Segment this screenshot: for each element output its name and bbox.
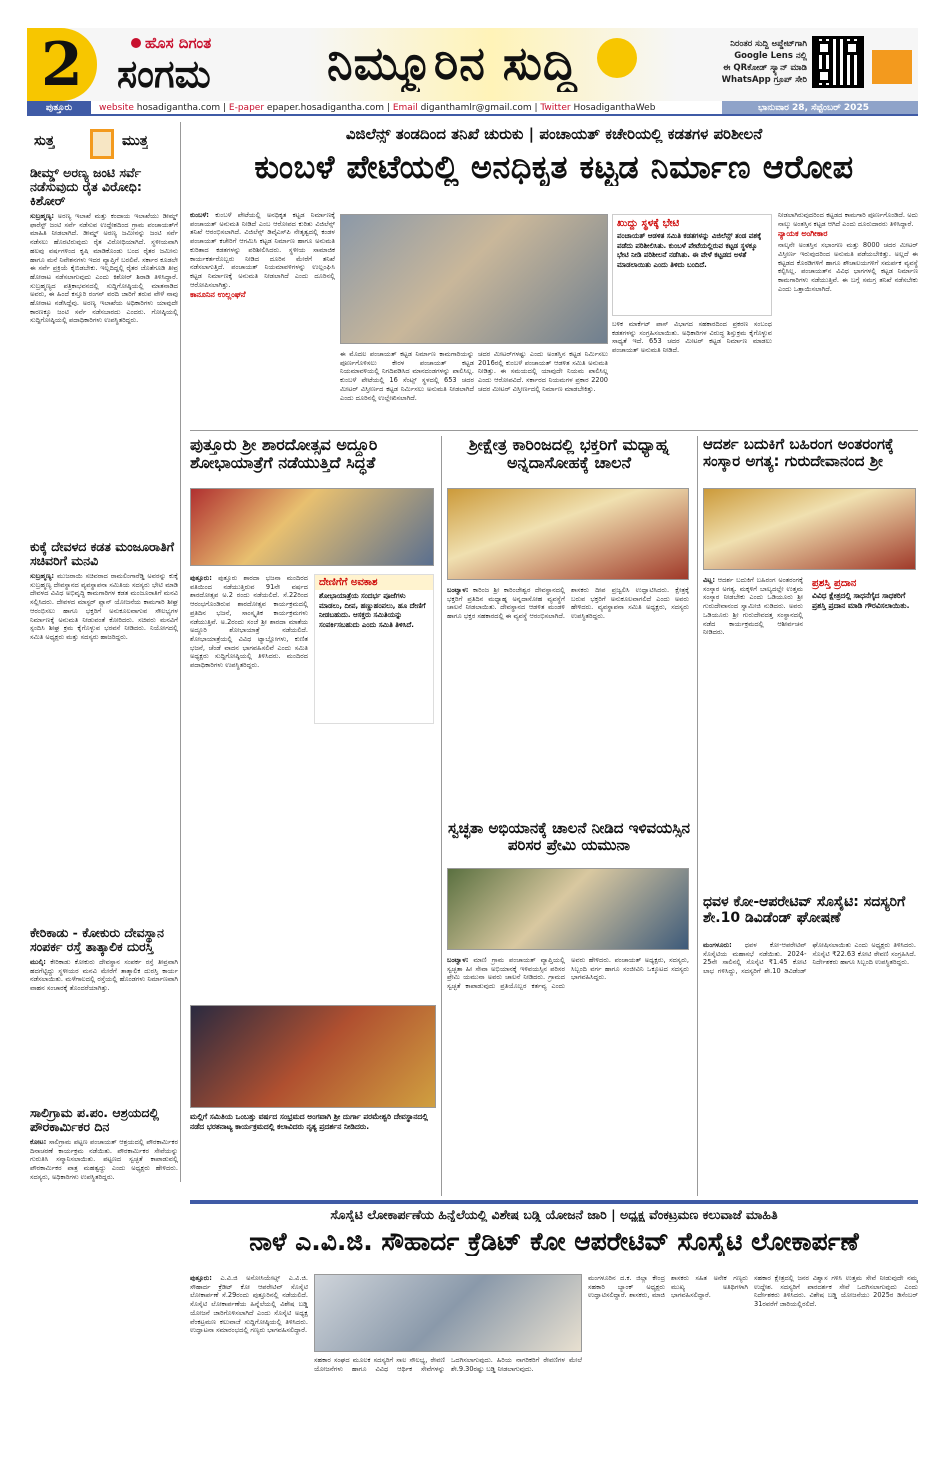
story-body [30, 572, 178, 642]
info-bar [27, 101, 918, 116]
story-body [447, 956, 689, 1192]
date-bar: ಭಾನುವಾರ 28, ಸೆಪ್ಟೆಂಬರ್ 2025 [722, 101, 918, 116]
story-dhavala [703, 895, 918, 1195]
top-story-body-right [478, 350, 608, 425]
bottom-story-body-right [588, 1274, 748, 1434]
photo-ashram-stage [703, 488, 916, 570]
top-story-body-far [612, 320, 772, 425]
box-title: ಪ್ರಶಸ್ತಿ ಪ್ರದಾನ [812, 578, 857, 589]
qr-corner [817, 41, 831, 55]
story-text: ಕಾರಿಂಜ ಶ್ರೀ ಕಾರಿಂಜೇಶ್ವರ ದೇವಸ್ಥಾನದಲ್ಲಿ ಭಕ್ತರಿಗೆ ಪ್ರತಿದಿನ ಮಧ್ಯಾಹ್ನ ಅನ್ನದಾಸೋಹ ವ್ಯವಸ್ಥೆಗೆ ಚಾಲನೆ ನೀಡಲಾಯಿತು. ದೇವಸ್ಥಾನದ ಆಡಳಿತ ಮಂಡಳಿ ಹಾಗೂ ಭಕ್ತರ ಸಹಕಾರದಲ್ಲಿ ಈ ವ್ಯವಸ್ಥೆ ಆರಂಭಿಸಲಾಗಿದೆ. ಶಾಸಕರು ದೀಪ ಪ್ರಜ್ವಲಿಸಿ ಉದ್ಘಾಟಿಸಿದರು. ಕ್ಷೇತ್ರಕ್ಕೆ ಬರುವ ಭಕ್ತರಿಗೆ ಅನುಕೂಲವಾಗಲಿದೆ ಎಂದು ಅವರು ಹೇಳಿದರು. ವ್ಯವಸ್ಥಾಪನಾ ಸಮಿತಿ ಅಧ್ಯಕ್ಷರು, ಸದಸ್ಯರು ಉಪಸ್ಥಿತರಿದ್ದರು. [447, 586, 689, 621]
section-rule [190, 430, 918, 431]
edition-label: ಪುತ್ತೂರು [27, 101, 91, 116]
story-text: ಈ ಮೊದಲ ಪಂಚಾಯತ್ ಕಟ್ಟಡ ನಿರ್ಮಾಣ ಕಾಮಗಾರಿಯನ್ನು ಪೂರ್ಣಗೊಳಿಸಲು ಕೇರಳ ಪಂಚಾಯತ್ ಕಟ್ಟಡ ನಿಯಮಾವಳಿಯಲ್ಲಿ ನಿಗದಿಪಡಿಸಿದ ಮಾನದಂಡಗಳನ್ನು ಪಾಲಿಸಿಲ್ಲ. ಕುಂಬಳೆ ಪೇಟೆಯಲ್ಲಿ 16 ಸೆಂಟ್ಸ್ ಸ್ಥಳದಲ್ಲಿ 653 ಚದರ ಮೀಟರ್ ವಿಸ್ತೀರ್ಣದ ಕಟ್ಟಡ ನಿರ್ಮಿಸಲು ಅನುಮತಿ ನೀಡಲಾಗಿದೆ ಎಂದು ದೂರಿನಲ್ಲಿ ಉಲ್ಲೇಖಿಸಲಾಗಿದೆ. [340, 350, 474, 402]
info-box-donation [314, 574, 434, 724]
bottom-story-body-left [190, 1274, 308, 1434]
story-body [30, 212, 178, 325]
left-story-2 [30, 540, 178, 920]
story-text: ನಾಲ್ಕನೇ ಅಂತಸ್ತಿನ ಸಭಾಂಗಣ ಮತ್ತು 8000 ಚದರ ಮೀಟರ್ ವಿಸ್ತೀರ್ಣ ಇರುವುದರಿಂದ ಅನುಮತಿ ಪಡೆಯಬೇಕಿತ್ತು. ಅಲ್ಲದೆ ಈ ಕಟ್ಟಡದ ಕೊಠಡಿಗಳಿಗೆ ಹಾಗೂ ಶೌಚಾಲಯಗಳಿಗೆ ಸಮರ್ಪಕ ವ್ಯವಸ್ಥೆ ಕಲ್ಪಿಸಿಲ್ಲ. ಪಂಚಾಯತ್‌ನ ವಿವಿಧ ಭಾಗಗಳಲ್ಲಿ ಕಟ್ಟಡ ನಿರ್ಮಾಣ ಕಾಮಗಾರಿಗಳು ನಡೆಯುತ್ತಿವೆ. ಈ ಬಗ್ಗೆ ಸಮಗ್ರ ತನಿಖೆ ನಡೆಸಬೇಕು ಎಂದು ಒತ್ತಾಯಿಸಲಾಗಿದೆ. [778, 241, 918, 293]
dateline: ಮುಲ್ಕಿ: [30, 958, 46, 966]
info-box-award [809, 576, 916, 716]
story-body-left [190, 574, 308, 994]
dateline: ಕುಂಬಳೆ: [190, 211, 209, 219]
story-headline: ಪುತ್ತೂರು ಶ್ರೀ ಶಾರದೋತ್ಸವ ಅದ್ದೂರಿ ಶೋಭಾಯಾತ್ರೆಗೆ ನಡೆಯುತ್ತಿದೆ ಸಿದ್ಧತೆ [190, 436, 378, 472]
story-headline: ಕೇರಿಕಾಡು - ಕೋಕುರು ದೇವಸ್ಥಾನ ಸಂಪರ್ಕ ರಸ್ತೆ ತಾತ್ಕಾಲಿಕ ದುರಸ್ತಿ [30, 926, 164, 954]
qr-caption [687, 38, 807, 86]
story-body [703, 576, 803, 876]
box-text: ಶೋಭಾಯಾತ್ರೆಯ ಸಂದರ್ಭ ಪೂಜೆಗಳು ಮಾಡಲು, ದೀಪ, ಹಣ್ಣುಹಂಪಲು, ಹೂ ದೇಣಿಗೆ ನೀಡಬಹುದು. ಆಸಕ್ತರು ಸಮಿತಿಯನ್ನು ಸಂಪರ್ಕಿಸಬಹುದು ಎಂದು ಸಮಿತಿ ತಿಳಿಸಿದೆ. [319, 592, 426, 629]
bottom-story-kicker: ಸೊಸೈಟಿ ಲೋಕಾರ್ಪಣೆಯ ಹಿನ್ನೆಲೆಯಲ್ಲಿ ವಿಶೇಷ ಬಡ್ಡಿ ಯೋಜನೆ ಜಾರಿ | ಅಧ್ಯಕ್ಷ ವೆಂಕಟ್ರಮಣ ಕಲುವಾಜೆ ಮಾಹಿತಿ [330, 1208, 778, 1222]
story-body [447, 586, 689, 814]
epaper-label: E-paper [228, 103, 265, 113]
story-body [30, 958, 178, 993]
dateline: ಸುಬ್ರಹ್ಮಣ್ಯ: [30, 572, 55, 580]
story-text: ಧವಳ ಕೋ-ಆಪರೇಟಿವ್ ಸೊಸೈಟಿಯ ಮಹಾಸಭೆ ನಡೆಯಿತು. 2024-25ನೇ ಸಾಲಿನಲ್ಲಿ ಸೊಸೈಟಿ ₹1.45 ಕೋಟಿ ಲಾಭ ಗಳಿಸಿದ್ದು, ಸದಸ್ಯರಿಗೆ ಶೇ.10 ಡಿವಿಡೆಂಡ್ ಘೋಷಿಸಲಾಯಿತು ಎಂದು ಅಧ್ಯಕ್ಷರು ತಿಳಿಸಿದರು. ಸೊಸೈಟಿ ₹22.63 ಕೋಟಿ ಠೇವಣಿ ಸಂಗ್ರಹಿಸಿದೆ. ನಿರ್ದೇಶಕರು ಹಾಗೂ ಸಿಬ್ಬಂದಿ ಉಪಸ್ಥಿತರಿದ್ದರು. [703, 941, 916, 976]
info-box-visit [612, 214, 772, 316]
left-story-3 [30, 926, 178, 1101]
orange-block [872, 50, 912, 84]
story-body [30, 1138, 178, 1182]
left-story-1 [30, 166, 178, 511]
story-text: ಮುಜರಾಯಿ ಸಚಿವರಾದ ರಾಮಲಿಂಗಾರೆಡ್ಡಿ ಅವರನ್ನು ಕುಕ್ಕೆ ಸುಬ್ರಹ್ಮಣ್ಯ ದೇವಸ್ಥಾನದ ವ್ಯವಸ್ಥಾಪನಾ ಸಮಿತಿಯ ಸದಸ್ಯರು ಭೇಟಿ ಮಾಡಿ ದೇವಳದ ವಿವಿಧ ಅಭಿವೃದ್ಧಿ ಕಾಮಗಾರಿಗಳ ಕಡತ ಮಂಜೂರಾತಿಗೆ ಮನವಿ ಸಲ್ಲಿಸಿದರು. ದೇವಳದ ಮಾಸ್ಟರ್ ಪ್ಲಾನ್ ಯೋಜನೆಯ ಕಾಮಗಾರಿ ಶೀಘ್ರ ಆರಂಭಿಸಲು ಹಾಗೂ ಭಕ್ತರಿಗೆ ಅನುಕೂಲವಾಗುವ ಸೌಲಭ್ಯಗಳ ನಿರ್ಮಾಣಕ್ಕೆ ಅನುಮತಿ ನೀಡುವಂತೆ ಕೋರಿದರು. ಸಚಿವರು ಮನವಿಗೆ ಸ್ಪಂದಿಸಿ ಶೀಘ್ರ ಕ್ರಮ ಕೈಗೊಳ್ಳುವ ಭರವಸೆ ನೀಡಿದರು. ನಿಯೋಗದಲ್ಲಿ ಸಮಿತಿ ಅಧ್ಯಕ್ಷರು ಮತ್ತು ಸದಸ್ಯರು ಹಾಜರಿದ್ದರು. [30, 572, 178, 641]
story-adarsha [703, 436, 918, 886]
column-divider [441, 436, 442, 1196]
story-text: ಕುಂಬಳೆ ಪೇಟೆಯಲ್ಲಿ ಅನಧಿಕೃತ ಕಟ್ಟಡ ನಿರ್ಮಾಣಕ್ಕೆ ಪಂಚಾಯತ್ ಅನುಮತಿ ನೀಡಿದೆ ಎಂಬ ಆರೋಪದ ಕುರಿತು ವಿಜಿಲೆನ್ಸ್ ತನಿಖೆ ಆರಂಭಿಸಲಾಗಿದೆ. ವಿಜಿಲೆನ್ಸ್ ಡಿವೈಎಸ್‌ಪಿ ನೇತೃತ್ವದಲ್ಲಿ ಕಂಡಳ ಪಂಚಾಯತ್ ಕಚೇರಿಗೆ ಆಗಮಿಸಿ ಕಟ್ಟಡ ನಿರ್ಮಾಣ ಹಾಗೂ ಅನುಮತಿ ಕುರಿತಾದ ಕಡತಗಳನ್ನು ಪರಿಶೀಲಿಸಿದರು. ಸ್ಥಳೀಯ ಸಾಮಾಜಿಕ ಕಾರ್ಯಕರ್ತರೊಬ್ಬರು ನೀಡಿದ ದೂರಿನ ಮೇರೆಗೆ ತನಿಖೆ ನಡೆಸಲಾಗುತ್ತಿದೆ. ಪಂಚಾಯತ್ ನಿಯಮಾವಳಿಗಳನ್ನು ಉಲ್ಲಂಘಿಸಿ ಕಟ್ಟಡ ನಿರ್ಮಾಣಕ್ಕೆ ಅನುಮತಿ ನೀಡಲಾಗಿದೆ ಎಂದು ದೂರಿನಲ್ಲಿ ಆರೋಪಿಸಲಾಗಿತ್ತು. [190, 211, 335, 289]
dateline: ವಿಟ್ಲ: [703, 576, 715, 584]
story-headline: ಆದರ್ಶ ಬದುಕಿಗೆ ಬಹಿರಂಗ ಅಂತರಂಗಕ್ಕೆ ಸಂಸ್ಕಾರ ಅಗತ್ಯ: ಗುರುದೇವಾನಂದ ಶ್ರೀ [703, 436, 894, 470]
story-text: ಬಳಿಕ ಮಾರ್ಕೆಟ್ ಪಾಸ್ ವಿಭಾಗದ ಸಹಕಾರದಿಂದ ಪ್ರಕರಣ ಸಂಬಂಧ ಕಡತಗಳನ್ನು ಸಂಗ್ರಹಿಸಲಾಯಿತು. ಅಧಿಕಾರಿಗಳ ವಿರುದ್ಧ ಶಿಸ್ತುಕ್ರಮ ಕೈಗೊಳ್ಳುವ ಸಾಧ್ಯತೆ ಇದೆ. 653 ಚದರ ಮೀಟರ್ ಕಟ್ಟಡ ನಿರ್ಮಾಣ ಮಾಡಲು ಪಂಚಾಯತ್ ಅನುಮತಿ ನೀಡಿದೆ. [612, 320, 772, 355]
box-title: ಖುದ್ದು ಸ್ಥಳಕ್ಕೆ ಭೇಟಿ [617, 218, 680, 229]
story-headline: ಡೀಮ್ಡ್ ಅರಣ್ಯ ಜಂಟಿ ಸರ್ವೆ ನಡೆಸುವುದು ರೈತ ವಿರೋಧಿ: ಕಿಶೋರ್ [30, 166, 142, 208]
sub-heading: ನ್ಯಾಯಕ ಅಂಗೀಕಾರ [778, 229, 828, 239]
masthead [27, 28, 918, 101]
brand-main: ಸಂಗಮ [117, 52, 211, 96]
story-text: ನೀಡಲಾಗಿರುವುದರಿಂದ ಕಟ್ಟಡದ ಕಾಮಗಾರಿ ಪೂರ್ಣಗೊಂಡಿದೆ. ಅದು ನಾಲ್ಕು ಅಂತಸ್ತಿನ ಕಟ್ಟಡ ಆಗಿದೆ ಎಂದು ದೂರುದಾರರು ತಿಳಿಸಿದ್ದಾರೆ. [778, 211, 918, 228]
sutta-muttha-logo [30, 127, 178, 161]
story-headline: ಧವಳ ಕೋ-ಆಪರೇಟಿವ್ ಸೊಸೈಟಿ: ಸದಸ್ಯರಿಗೆ ಶೇ.10 ಡಿವಿಡೆಂಡ್ ಘೋಷಣೆ [703, 895, 906, 926]
brand-top: ಹೊಸ ದಿಗಂತ [145, 34, 212, 52]
logo-dot-icon [131, 38, 141, 48]
photo-dance-performance [190, 1005, 436, 1108]
page-number: 2 [41, 30, 83, 100]
story-text: ಮಾಣಿ ಗ್ರಾಮ ಪಂಚಾಯತ್ ವ್ಯಾಪ್ತಿಯಲ್ಲಿ ಸ್ವಚ್ಛತಾ ಹೀ ಸೇವಾ ಅಭಿಯಾನಕ್ಕೆ ಇಳಿವಯಸ್ಸಿನ ಪರಿಸರ ಪ್ರೇಮಿ ಯಮುನಾ ಅವರು ಚಾಲನೆ ನೀಡಿದರು. ಗ್ರಾಮದ ಸ್ವಚ್ಛತೆ ಕಾಪಾಡುವುದು ಪ್ರತಿಯೊಬ್ಬರ ಕರ್ತವ್ಯ ಎಂದು ಅವರು ಹೇಳಿದರು. ಪಂಚಾಯತ್ ಅಧ್ಯಕ್ಷರು, ಸದಸ್ಯರು, ಸಿಬ್ಬಂದಿ ವರ್ಗ ಹಾಗೂ ಸಂಜೀವಿನಿ ಒಕ್ಕೂಟದ ಸದಸ್ಯರು ಭಾಗವಹಿಸಿದ್ದರು. [447, 956, 689, 991]
epaper-link[interactable]: epaper.hosadigantha.com [266, 103, 385, 113]
qr-corner [845, 41, 859, 55]
bottom-story-headline: ನಾಳೆ ಎ.ವಿ.ಜಿ. ಸೌಹಾರ್ದ ಕ್ರೆಡಿಟ್ ಕೋ ಆಪರೇಟಿವ್ ಸೊಸೈಟಿ ಲೋಕಾರ್ಪಣೆ [249, 1228, 859, 1256]
top-story-kicker: ವಿಜಿಲೆನ್ಸ್ ತಂಡದಿಂದ ತನಿಖೆ ಚುರುಕು | ಪಂಚಾಯತ್ ಕಚೇರಿಯಲ್ಲಿ ಕಡತಗಳ ಪರಿಶೀಲನೆ [345, 126, 763, 143]
story-headline: ಸ್ವಚ್ಛತಾ ಅಭಿಯಾನಕ್ಕೆ ಚಾಲನೆ ನೀಡಿದ ಇಳಿವಯಸ್ಸಿನ ಪರಿಸರ ಪ್ರೇಮಿ ಯಮುನಾ [448, 820, 690, 854]
qr-corner [817, 69, 831, 83]
photo-cleanliness-drive [447, 868, 689, 950]
qr-caption-line: Google Lens ನಲ್ಲಿ [734, 51, 807, 61]
story-text: ಸಹಕಾರ ಕ್ಷೇತ್ರದಲ್ಲಿ ಜನರ ವಿಶ್ವಾಸ ಗಳಿಸಿ ಉತ್ತಮ ಸೇವೆ ನೀಡುವುದೇ ನಮ್ಮ ಉದ್ದೇಶ. ಸದಸ್ಯರಿಗೆ ಪಾರದರ್ಶಕ ಸೇವೆ ಒದಗಿಸಲಾಗುವುದು ಎಂದು ನಿರ್ದೇಶಕರು ತಿಳಿಸಿದರು. ವಿಶೇಷ ಬಡ್ಡಿ ಯೋಜನೆಯು 2025ರ ಡಿಸೆಂಬರ್ 31ರವರೆಗೆ ಜಾರಿಯಲ್ಲಿರಲಿದೆ. [754, 1274, 918, 1309]
story-text: ಸಹಕಾರ ಸಂಘದ ಮೂಲಕ ಸದಸ್ಯರಿಗೆ ಸಾಲ ಸೌಲಭ್ಯ, ಠೇವಣಿ ಯೋಜನೆಗಳು ಹಾಗೂ ವಿವಿಧ ಆರ್ಥಿಕ ಸೇವೆಗಳನ್ನು ಒದಗಿಸಲಾಗುವುದು. ಹಿರಿಯ ನಾಗರಿಕರಿಗೆ ಠೇವಣಿಗಳ ಮೇಲೆ ಶೇ.9.30ರಷ್ಟು ಬಡ್ಡಿ ನೀಡಲಾಗುವುದು. [314, 1356, 582, 1373]
photo-press-meet [190, 488, 434, 566]
dance-caption: ಮಲ್ಲಿಗೆ ಸಮಿತಿಯ ಒಂಬತ್ತು ವರ್ಷದ ಸಂಭ್ರಮದ ಅಂಗವಾಗಿ ಶ್ರೀ ದುರ್ಗಾ ಪರಮೇಶ್ವರಿ ದೇವಸ್ಥಾನದಲ್ಲಿ ನಡೆದ ಭರತನಾಟ್ಯ ಕಾರ್ಯಕ್ರಮದಲ್ಲಿ ಕಲಾವಿದರು ನೃತ್ಯ ಪ್ರದರ್ಶನ ನೀಡಿದರು. [190, 1112, 428, 1131]
logo-left-text: ಸುತ್ತ [34, 133, 55, 149]
email-label: Email [392, 103, 418, 113]
top-story-right-col [778, 211, 918, 426]
story-puttur [190, 436, 436, 996]
dateline: ಕೋಟ: [30, 1138, 47, 1146]
twitter-label: Twitter [540, 103, 571, 113]
website-label: website [99, 103, 134, 113]
story-headline: ಶ್ರೀಕ್ಷೇತ್ರ ಕಾರಿಂಜದಲ್ಲಿ ಭಕ್ತರಿಗೆ ಮಧ್ಯಾಹ್ನ ಅನ್ನದಾಸೋಹಕ್ಕೆ ಚಾಲನೆ [468, 436, 670, 472]
top-story-body-mid [340, 350, 474, 425]
story-text: ಎ.ವಿ.ಜಿ ಅಸೋಸಿಯೇಟ್ಸ್ ಎ.ವಿ.ಜಿ. ಸೌಹಾರ್ದ ಕ್ರೆಡಿಟ್ ಕೋ ಆಪರೇಟಿವ್ ಸೊಸೈಟಿ ಲೋಕಾರ್ಪಣೆ ಸೆ.29ರಂದು ಪುತ್ತೂರಿನಲ್ಲಿ ನಡೆಯಲಿದೆ. ಸೊಸೈಟಿ ಲೋಕಾರ್ಪಣೆಯ ಹಿನ್ನೆಲೆಯಲ್ಲಿ ವಿಶೇಷ ಬಡ್ಡಿ ಯೋಜನೆ ಜಾರಿಗೊಳಿಸಲಾಗಿದೆ ಎಂದು ಸೊಸೈಟಿ ಅಧ್ಯಕ್ಷ ವೆಂಕಟ್ರಮಣ ಕಲುವಾಜೆ ಸುದ್ದಿಗೋಷ್ಠಿಯಲ್ಲಿ ತಿಳಿಸಿದರು. ಉದ್ಘಾಟನಾ ಸಮಾರಂಭದಲ್ಲಿ ಗಣ್ಯರು ಭಾಗವಹಿಸಲಿದ್ದಾರೆ. [190, 1274, 308, 1335]
dateline: ಬಂಟ್ವಾಳ: [447, 586, 469, 594]
qr-caption-line: ನಿರಂತರ ಸುದ್ದಿ ಅಪ್ಡೇಟ್‌ಗಾಗಿ [730, 39, 807, 49]
top-story-body-left [190, 211, 335, 426]
qr-caption-line: WhatsApp ಗ್ರೂಪ್ ಸೇರಿ [721, 75, 807, 85]
photo-temple-event [447, 488, 689, 580]
story-text: ಆದರ್ಶ ಬದುಕಿಗೆ ಬಹಿರಂಗ ಅಂತರಂಗಕ್ಕೆ ಸಂಸ್ಕಾರ ಅಗತ್ಯ. ಮಕ್ಕಳಿಗೆ ಬಾಲ್ಯದಲ್ಲೇ ಉತ್ತಮ ಸಂಸ್ಕಾರ ನೀಡಬೇಕು ಎಂದು ಒಡಿಯೂರು ಶ್ರೀ ಗುರುದೇವಾನಂದ ಸ್ವಾಮೀಜಿ ನುಡಿದರು. ಅವರು ಒಡಿಯೂರು ಶ್ರೀ ಗುರುದೇವದತ್ತ ಸಂಸ್ಥಾನದಲ್ಲಿ ನಡೆದ ಕಾರ್ಯಕ್ರಮದಲ್ಲಿ ಆಶೀರ್ವಚನ ನೀಡಿದರು. [703, 576, 803, 637]
column-divider [180, 122, 181, 1182]
story-swachhata [447, 820, 691, 1196]
dateline: ಪುತ್ತೂರು: [190, 574, 212, 582]
dateline: ಸುಬ್ರಹ್ಮಣ್ಯ: [30, 212, 55, 220]
qr-code-icon[interactable] [812, 36, 864, 88]
logo-right-text: ಮುತ್ತ [122, 133, 149, 149]
dateline: ಬಂಟ್ವಾಳ: [447, 956, 469, 964]
section-title: ನಿಮ್ಮೂರಿನ ಸುದ್ದಿ [327, 36, 578, 90]
story-headline: ಕುಕ್ಕೆ ದೇವಳದ ಕಡತ ಮಂಜೂರಾತಿಗೆ ಸಚಿವರಿಗೆ ಮನವಿ [30, 540, 174, 568]
box-text: ವಿವಿಧ ಕ್ಷೇತ್ರದಲ್ಲಿ ಸಾಧನೆಗೈದ ಸಾಧಕರಿಗೆ ಪ್ರಶಸ್ತಿ ಪ್ರದಾನ ಮಾಡಿ ಗೌರವಿಸಲಾಯಿತು. [812, 591, 910, 610]
story-text: ಪುತ್ತೂರು ಶಾರದಾ ಭಜನಾ ಮಂದಿರದ ವತಿಯಿಂದ ನಡೆಯುತ್ತಿರುವ 91ನೇ ವರ್ಷದ ಶಾರದೋತ್ಸವ ಅ.2 ರಂದು ನಡೆಯಲಿದೆ. ಸೆ.22ರಿಂದ ಆರಂಭಗೊಂಡಿರುವ ಶಾರದೋತ್ಸವ ಕಾರ್ಯಕ್ರಮದಲ್ಲಿ ಪ್ರತಿದಿನ ಭಜನೆ, ಸಾಂಸ್ಕೃತಿಕ ಕಾರ್ಯಕ್ರಮಗಳು ನಡೆಯುತ್ತಿವೆ. ಅ.2ರಂದು ಸಂಜೆ ಶ್ರೀ ಶಾರದಾ ಮಾತೆಯ ಅದ್ದೂರಿ ಶೋಭಾಯಾತ್ರೆ ನಡೆಯಲಿದೆ. ಶೋಭಾಯಾತ್ರೆಯಲ್ಲಿ ವಿವಿಧ ಟ್ಯಾಬ್ಲೋಗಳು, ಕುಣಿತ ಭಜನೆ, ಚೆಂಡೆ ವಾದನ ಭಾಗವಹಿಸಲಿವೆ ಎಂದು ಸಮಿತಿ ಅಧ್ಯಕ್ಷರು ಸುದ್ದಿಗೋಷ್ಠಿಯಲ್ಲಿ ತಿಳಿಸಿದರು. ಮಂದಿರದ ಪದಾಧಿಕಾರಿಗಳು ಉಪಸ್ಥಿತರಿದ್ದರು. [190, 574, 308, 670]
email-link[interactable]: diganthamlr@gmail.com [420, 103, 532, 113]
box-text: ಪಂಚಾಯತ್ ಆಡಳಿತ ಸಮಿತಿ ಕಡತಗಳನ್ನು ವಿಜಿಲೆನ್ಸ್ ತಂಡ ವಶಕ್ಕೆ ಪಡೆದು ಪರಿಶೀಲಿಸಿತು. ಕುಂಬಳೆ ಪೇಟೆಯಲ್ಲಿರುವ ಕಟ್ಟಡ ಸ್ಥಳಕ್ಕೂ ಭೇಟಿ ನೀಡಿ ಪರಿಶೀಲನೆ ನಡೆಸಿತು. ಈ ವೇಳೆ ಕಟ್ಟಡದ ಅಳತೆ ಮಾಡಲಾಯಿತು ಎಂದು ತಿಳಿದು ಬಂದಿದೆ. [617, 232, 762, 269]
door-icon [90, 129, 114, 159]
dateline: ಮಂಗಳೂರು: [703, 941, 732, 949]
sun-decoration [597, 38, 637, 78]
photo-society-pressmeet [314, 1274, 582, 1352]
bottom-rule [190, 1200, 918, 1204]
qr-caption-line: ಈ QRಕೋಡ್ ಸ್ಕ್ಯಾನ್ ಮಾಡಿ [723, 63, 807, 73]
top-story-headline: ಕುಂಬಳೆ ಪೇಟೆಯಲ್ಲಿ ಅನಧಿಕೃತ ಕಟ್ಟಡ ನಿರ್ಮಾಣ ಆರೋಪ [254, 150, 854, 186]
box-title: ದೇಣಿಗೆಗೆ ಅವಕಾಶ [315, 575, 433, 590]
story-headline: ಸಾಲಿಗ್ರಾಮ ಪ.ಪಂ. ಆಶ್ರಯದಲ್ಲಿ ಪೌರಕಾರ್ಮಿಕರ ದಿನ [30, 1106, 159, 1134]
column-divider [697, 436, 698, 1196]
photo-office-inspection [340, 214, 608, 344]
story-text: ಸಾಲಿಗ್ರಾಮ ಪಟ್ಟಣ ಪಂಚಾಯತ್ ಆಶ್ರಯದಲ್ಲಿ ಪೌರಕಾರ್ಮಿಕರ ದಿನಾಚರಣೆ ಕಾರ್ಯಕ್ರಮ ನಡೆಯಿತು. ಪೌರಕಾರ್ಮಿಕರ ಸೇವೆಯನ್ನು ಗುರುತಿಸಿ ಸನ್ಮಾನಿಸಲಾಯಿತು. ಪಟ್ಟಣದ ಸ್ವಚ್ಛತೆ ಕಾಪಾಡುವಲ್ಲಿ ಪೌರಕಾರ್ಮಿಕರ ಪಾತ್ರ ಮಹತ್ವದ್ದು ಎಂದು ಅಧ್ಯಕ್ಷರು ಹೇಳಿದರು. ಸದಸ್ಯರು, ಅಧಿಕಾರಿಗಳು ಉಪಸ್ಥಿತರಿದ್ದರು. [30, 1138, 178, 1181]
dateline: ಪುತ್ತೂರು: [190, 1274, 212, 1282]
website-link[interactable]: hosadigantha.com [136, 103, 221, 113]
sub-heading: ಕಾನೂನಿನ ಉಲ್ಲಂಘನೆ [190, 290, 246, 300]
twitter-link[interactable]: HosadiganthaWeb [573, 103, 656, 113]
story-karinja [447, 436, 691, 816]
left-story-4 [30, 1106, 178, 1431]
story-text: ಮಂಗಳೂರಿನ ದ.ಕ. ಜಿಲ್ಲಾ ಕೇಂದ್ರ ಸಹಕಾರಿ ಬ್ಯಾಂಕ್ ಅಧ್ಯಕ್ಷರು ಉದ್ಘಾಟಿಸಲಿದ್ದಾರೆ. ಶಾಸಕರು, ಮಾಜಿ ಶಾಸಕರು ಸಹಿತ ಅನೇಕ ಗಣ್ಯರು ಮುಖ್ಯ ಅತಿಥಿಗಳಾಗಿ ಭಾಗವಹಿಸಲಿದ್ದಾರೆ. [588, 1274, 748, 1300]
bottom-story-body-mid [314, 1356, 582, 1434]
contact-links: website hosadigantha.com | E-paper epaper.hosadigantha.com | Email diganthamlr@gmail.com | Twitter HosadiganthaWeb [99, 103, 656, 113]
story-body [703, 941, 916, 1191]
story-text: ಚದರ ಮೀಟರ್‌ಗಳಷ್ಟು ಎಂದು ಅಂತಸ್ತಿನ ಕಟ್ಟಡ ನಿರ್ಮಿಸಲು 2016ರಲ್ಲಿ ಕುಂಬಳೆ ಪಂಚಾಯತ್ ಆಡಳಿತ ಸಮಿತಿ ಅನುಮತಿ ನೀಡಿತ್ತು. ಈ ಸಮಯದಲ್ಲಿ ಯಾವುದೇ ನಿಯಮ ಪಾಲಿಸಿಲ್ಲ ಎಂದು ಆರೋಪವಿದೆ. ಸರ್ಕಾರದ ನಿಯಮಗಳ ಪ್ರಕಾರ 2200 ಚದರ ಮೀಟರ್ ವಿಸ್ತೀರ್ಣದಲ್ಲಿ ನಿರ್ಮಾಣ ಮಾಡಬೇಕಿತ್ತು. [478, 350, 608, 393]
story-text: ಕೇರಿಕಾಡು ಕೋಕುರು ದೇವಸ್ಥಾನ ಸಂಪರ್ಕ ರಸ್ತೆ ತೀವ್ರವಾಗಿ ಹದಗೆಟ್ಟಿದ್ದು ಸ್ಥಳೀಯರ ಮನವಿ ಮೇರೆಗೆ ತಾತ್ಕಾಲಿಕ ದುರಸ್ತಿ ಕಾರ್ಯ ನಡೆಸಲಾಯಿತು. ಮಳೆಗಾಲದಲ್ಲಿ ರಸ್ತೆಯಲ್ಲಿ ಹೊಂಡಗಳು ನಿರ್ಮಾಣವಾಗಿ ವಾಹನ ಸಂಚಾರಕ್ಕೆ ತೊಂದರೆಯಾಗಿತ್ತು. [30, 958, 178, 993]
bottom-story-body-far [754, 1274, 918, 1434]
story-text: ಅರಣ್ಯ ಇಲಾಖೆ ಮತ್ತು ಕಂದಾಯ ಇಲಾಖೆಯು ಡೀಮ್ಡ್ ಫಾರೆಸ್ಟ್ ಜಂಟಿ ಸರ್ವೆ ನಡೆಸುವ ಉದ್ದೇಶದಿಂದ ಗ್ರಾಮ ಪಂಚಾಯತ್‌ಗೆ ಮಾಹಿತಿ ನೀಡಲಾಗಿದೆ. ಡೀಮ್ಡ್ ಅರಣ್ಯ ಜಮೀನನ್ನು ಜಂಟಿ ಸರ್ವೆ ನಡೆಸಲು ಹೊರಟಿರುವುದು ರೈತ ವಿರೋಧಿಯಾಗಿದೆ. ಸ್ಥಳೀಯವಾಗಿ ಹಲವು ವರ್ಷಗಳಿಂದ ಕೃಷಿ ಮಾಡಿಕೊಂಡು ಬಂದ ರೈತರ ಜಮೀನು ಹಾಗೂ ಮನೆ ನಿವೇಶನಗಳು ಇದರ ವ್ಯಾಪ್ತಿಗೆ ಬರಲಿವೆ. ಸರ್ಕಾರ ಕೂಡಲೇ ಈ ಸರ್ವೆ ಪ್ರಕ್ರಿಯೆ ಕೈಬಿಡಬೇಕು. ಇಲ್ಲದಿದ್ದಲ್ಲಿ ರೈತರ ಜೊತೆಗೂಡಿ ತೀವ್ರ ಹೋರಾಟ ನಡೆಸಲಾಗುವುದು ಎಂದು ಕಿಶೋರ್ ಶಿರಾಡಿ ತಿಳಿಸಿದ್ದಾರೆ. ಸುಬ್ರಹ್ಮಣ್ಯದ ಪತ್ರಿಕಾಭವನದಲ್ಲಿ ಸುದ್ದಿಗೋಷ್ಠಿಯಲ್ಲಿ ಮಾತನಾಡಿದ ಅವರು, ಈ ಹಿಂದೆ ಕಸ್ತೂರಿ ರಂಗನ್ ವರದಿ ಜಾರಿಗೆ ತರುವ ವೇಳೆ ನಾವು ಹೋರಾಟ ನಡೆಸಿದ್ದೆವು. ಅರಣ್ಯ ಇಲಾಖೆಯ ಅಧಿಕಾರಿಗಳು ಯಾವುದೇ ಕಾರಣಕ್ಕೂ ಜಂಟಿ ಸರ್ವೆ ನಡೆಸಬಾರದು ಎಂದರು. ಗೋಷ್ಠಿಯಲ್ಲಿ ಸುದ್ದಿಗೋಷ್ಠಿಯಲ್ಲಿ ಪದಾಧಿಕಾರಿಗಳು ಉಪಸ್ಥಿತರಿದ್ದರು. [30, 212, 178, 325]
